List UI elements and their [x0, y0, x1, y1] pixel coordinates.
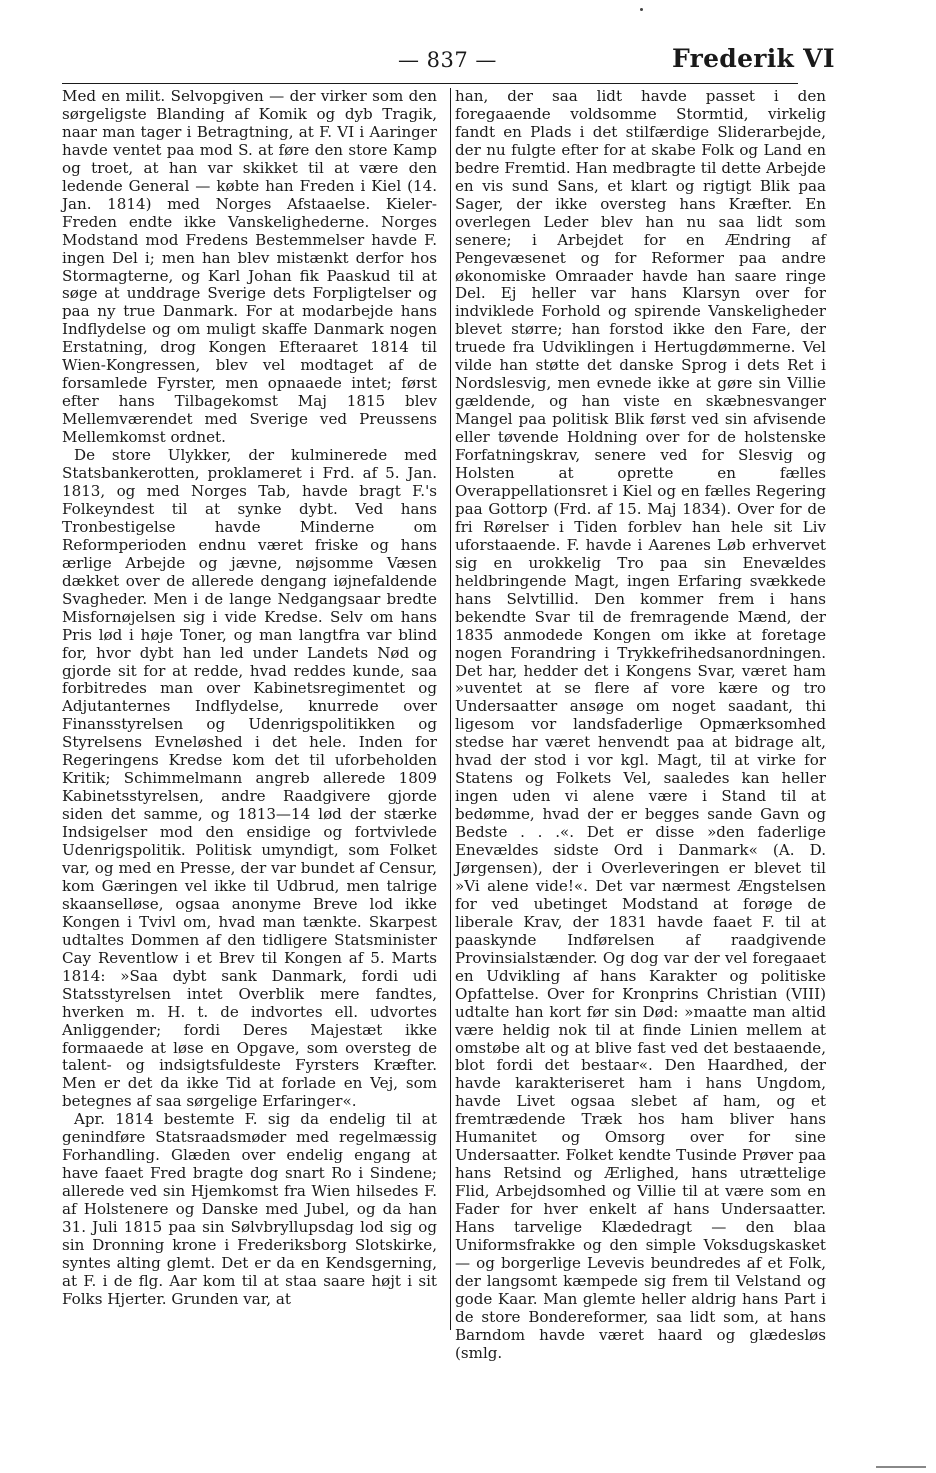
page-number: — 837 —	[398, 48, 497, 72]
column-divider	[450, 88, 451, 1330]
scan-edge-mark	[876, 1466, 926, 1468]
print-speck	[640, 8, 643, 11]
paragraph: Apr. 1814 bestemte F. sig da endelig til at genindføre Statsraadsmøder med regelmæssig Forhandling. Glæden over endelig engang at have faaet Fred bragte dog snart Ro i Sindene; allerede ved sin Hjemkomst fra Wien hilsedes F. af Holstenere og Danske med Jubel, og da han 31. Juli 1815 paa sin Sølvbryllupsdag lod sig og sin Dronning krone i Frederiksborg Slotskirke, syntes alting glemt. Det er da en Kendsgerning, at F. i de flg. Aar kom til at staa saare højt i sit Folks Hjerter. Grunden var, at	[62, 1110, 437, 1308]
paragraph: De store Ulykker, der kulminerede med Statsbankerotten, proklameret i Frd. af 5. Jan. 1813, og med Norges Tab, havde bragt F.'s Folkeyndest til at synke dybt. Ved hans Tronbestigelse havde Minderne om Reformperioden endnu været friske og hans ærlige Arbejde og jævne, nøjsomme Væsen dækket over de allerede dengang iøjnefaldende Svagheder. Men i de lange Nedgangsaar bredte Misfornøjelsen sig i vide Kredse. Selv om hans Pris lød i høje Toner, og man langtfra var blind for, hvor dybt han led under Landets Nød og gjorde sit for at redde, hvad reddes kunde, saa forbitredes man over Kabinetsregimentet og Adjutanternes Indflydelse, knurrede over Finansstyrelsen og Udenrigspolitikken og Styrelsens Evneløshed i det hele. Inden for Regeringens Kredse kom det til uforbeholden Kritik; Schimmelmann angreb allerede 1809 Kabinetsstyrelsen, andre Raadgivere gjorde siden det samme, og 1813—14 lød der stærke Indsigelser mod den ensidige og fortvivlede Udenrigspolitik. Politisk umyndigt, som Folket var, og med en Presse, der var bundet af Censur, kom Gæringen vel ikke til Udbrud, men talrige skaanselløse, ogsaa anonyme Breve lod ikke Kongen i Tvivl om, hvad man tænkte. Skarpest udtaltes Dommen af den tidligere Statsminister Cay Reventlow i et Brev til Kongen af 5. Marts 1814: »Saa dybt sank Danmark, fordi udi Statsstyrelsen intet Overblik mere fandtes, hverken m. H. t. de indvortes ell. udvortes Anliggender; fordi Deres Majestæt ikke formaaede at løse en Opgave, som oversteg de talent- og indsigtsfuldeste Fyrsters Kræfter. Men er det da ikke Tid at forlade en Vej, som betegnes af saa sørgelige Erfaringer«.	[62, 446, 437, 1111]
paragraph: han, der saa lidt havde passet i den foregaaende voldsomme Stormtid, virkelig fandt en Plads i det stilfærdige Sliderarbejde, der nu fulgte efter for at skabe Folk og Land en bedre Fremtid. Han medbragte til dette Arbejde en vis sund Sans, et klart og rigtigt Blik paa Sager, der ikke oversteg hans Kræfter. En overlegen Leder blev han nu saa lidt som senere; i Arbejdet for en Ændring af Pengevæsenet og for Reformer paa andre økonomiske Omraader havde han saare ringe Del. Ej heller var hans Klarsyn over for indviklede Forhold og spirende Vanskeligheder blevet større; han forstod ikke den Fare, der truede fra Udviklingen i Hertugdømmerne. Vel vilde han støtte det danske Sprog i dets Ret i Nordslesvig, men evnede ikke at gøre sin Villie gældende, og han viste en skæbnesvanger Mangel paa politisk Blik først ved sin afvisende eller tøvende Holdning over for de holstenske Forfatningskrav, senere ved for Slesvig og Holsten at oprette en fælles Overappellationsret i Kiel og en fælles Regering paa Gottorp (Frd. af 15. Maj 1834). Over for de fri Rørelser i Tiden forblev han hele sit Liv uforstaaende. F. havde i Aarenes Løb erhvervet sig en urokkelig Tro paa sin Enevældes heldbringende Magt, ingen Erfaring svækkede hans Selvtillid. Den kommer frem i hans bekendte Svar til de fremragende Mænd, der 1835 anmodede Kongen om ikke at foretage nogen Forandring i Trykkefrihedsanordningen. Det har, hedder det i Kongens Svar, været ham »uventet at se flere af vore kære og tro Undersaatter ansøge om noget saadant, thi ligesom vor landsfaderlige Opmærksomhed stedse har været henvendt paa at bidrage alt, hvad der stod i vor kgl. Magt, til at virke for Statens og Folkets Vel, saaledes kan heller ingen uden vi alene være i Stand til at bedømme, hvad der er begges sande Gavn og Bedste . . .«. Det er disse »den faderlige Enevældes sidste Ord i Danmark« (A. D. Jørgensen), der i Overleveringen er blevet til »Vi alene vide!«. Det var nærmest Ængstelsen for ved ubetinget Modstand at forøge de liberale Krav, der 1831 havde faaet F. til at paaskynde Indførelsen af raadgivende Provinsialstænder. Og dog var der vel foregaaet en Udvikling af hans Karakter og politiske Opfattelse. Over for Kronprins Christian (VIII) udtalte han kort før sin Død: »maatte man altid være heldig nok til at finde Linien mellem at omstøbe alt og at blive fast ved det bestaaende, blot fordi det bestaar«. Den Haardhed, der havde karakteriseret ham i hans Ungdom, havde Livet ogsaa slebet af ham, og et fremtrædende Træk hos ham bliver hans Humanitet og Omsorg over for sine Undersaatter. Folket kendte Tusinde Prøver paa hans Retsind og Ærlighed, hans utrættelige Flid, Arbejdsomhed og Villie til at være som en Fader for hver enkelt af hans Undersaatter. Hans tarvelige Klædedragt — den blaa Uniformsfrakke og den simple Voksdugskasket — og borgerlige Levevis beundredes af et Folk, der langsomt kæmpede sig frem til Velstand og gode Kaar. Man glemte heller aldrig hans Part i de store Bondereformer, saa lidt som, at hans Barndom havde været haard og glædesløs (smlg.	[455, 87, 826, 1362]
paragraph: Med en milit. Selvopgiven — der virker som den sørgeligste Blanding af Komik og dyb Tragik, naar man tager i Betragtning, at F. VI i Aaringer havde ventet paa mod S. at føre den store Kamp og troet, at han var skikket til at være den ledende General — købte han Freden i Kiel (14. Jan. 1814) med Norges Afstaaelse. Kieler-Freden endte ikke Vanskelighederne. Norges Modstand mod Fredens Bestemmelser havde F. ingen Del i; men han blev mistænkt derfor hos Stormagterne, og Karl Johan fik Paaskud til at søge at unddrage Sverige dets Forpligtelser og paa ny true Danmark. For at modarbejde hans Indflydelse og om muligt skaffe Danmark nogen Erstatning, drog Kongen Efteraaret 1814 til Wien-Kongressen, blev vel modtaget af de forsamlede Fyrster, men opnaaede intet; først efter hans Tilbagekomst Maj 1815 blev Mellemværendet med Sverige ved Preussens Mellemkomst ordnet.	[62, 87, 437, 447]
left-column	[62, 88, 437, 1309]
header-rule	[62, 83, 798, 84]
right-column	[455, 88, 826, 1363]
running-title: Frederik VI	[672, 44, 835, 73]
